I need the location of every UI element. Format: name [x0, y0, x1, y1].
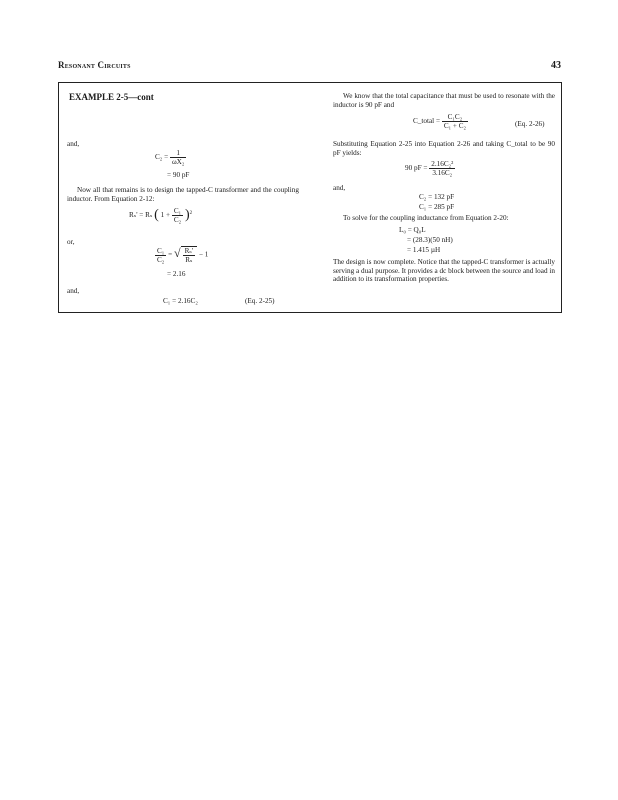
- l-equation-3: = 1.415 µH: [407, 246, 441, 254]
- pf-denominator: 3.16C₂: [432, 169, 453, 177]
- ratio-numerator: C₁: [157, 246, 165, 255]
- c1-equation-label: (Eq. 2-25): [245, 297, 275, 305]
- ratio-minus: − 1: [198, 250, 209, 259]
- c2-value: = 90 pF: [167, 171, 190, 179]
- sqrt-symbol: √: [173, 246, 181, 261]
- rs-numerator: C₁: [173, 207, 182, 215]
- rs-denominator: C₂: [173, 216, 182, 224]
- pf-lhs: 90 pF =: [405, 164, 428, 173]
- ratio-denominator: C₂: [157, 255, 165, 264]
- c2-fraction: [170, 149, 186, 166]
- ctotal-label: (Eq. 2-26): [515, 120, 545, 128]
- example-title: EXAMPLE 2-5—cont: [69, 92, 154, 102]
- left-and-2: and,: [67, 287, 80, 295]
- sqrt-fraction: [183, 247, 196, 264]
- rs-close-paren: ): [185, 207, 190, 223]
- right-column: [333, 83, 557, 312]
- ctotal-denominator: C₁ + C₂: [443, 122, 467, 130]
- rs-open-paren: (: [154, 207, 159, 223]
- ratio-equation: [155, 246, 208, 264]
- left-paragraph: Now all that remains is to design the tapped-C transformer and the coupling inductor. From Equation 2-12:: [67, 186, 299, 203]
- running-header-title: Resonant Circuits: [58, 60, 131, 70]
- right-paragraph-2: Substituting Equation 2-25 into Equation 2-26 and taking C_total to be 90 pF yields:: [333, 140, 555, 157]
- rs-fraction: [172, 207, 183, 224]
- c2-result: C₂ = 132 pF: [419, 193, 455, 201]
- page-number: 43: [551, 60, 561, 71]
- l-equation-1: L₀ = Q₀L: [399, 226, 426, 234]
- right-paragraph-3: To solve for the coupling inductance from Equation 2-20:: [343, 214, 509, 222]
- c1-result: C₁ = 285 pF: [419, 203, 455, 211]
- right-paragraph-4: The design is now complete. Notice that the tapped-C transformer is actually serving a dual purpose. It provides a dc block between the source and load in addition to its transformation properties.: [333, 258, 555, 284]
- l-equation-2: = (28.3)(50 nH): [407, 236, 453, 244]
- left-column: [67, 83, 307, 312]
- ratio-fraction: [155, 247, 166, 264]
- c2-lhs: C₂ =: [155, 153, 169, 162]
- left-and-1: and,: [67, 140, 80, 148]
- ctotal-lhs: C_total =: [413, 117, 441, 126]
- example-box: [58, 82, 562, 313]
- ratio-value: = 2.16: [167, 270, 186, 278]
- c1-equation: C₁ = 2.16C₂: [163, 297, 198, 305]
- left-or: or,: [67, 238, 75, 246]
- ctotal-equation: [413, 113, 468, 130]
- ratio-sqrt: [174, 246, 197, 264]
- c2-denominator: ωX₂: [171, 158, 185, 166]
- pf-equation: [405, 160, 455, 177]
- ctotal-numerator: C₁C₂: [442, 113, 468, 122]
- sqrt-numerator: Rₛ': [184, 247, 194, 255]
- ratio-equals: =: [168, 250, 173, 259]
- c2-numerator: 1: [170, 149, 186, 158]
- rs-one: 1 +: [160, 211, 171, 220]
- ctotal-fraction: [442, 113, 468, 130]
- rs-exponent: 2: [189, 210, 193, 216]
- sqrt-denominator: Rₛ: [185, 256, 193, 264]
- rs-lhs: Rₛ' = Rₛ: [129, 211, 153, 220]
- rs-equation: [129, 207, 192, 224]
- pf-numerator: 2.16C₂²: [431, 160, 454, 168]
- right-and: and,: [333, 184, 346, 192]
- c2-equation: [155, 149, 186, 166]
- pf-fraction: [429, 160, 455, 177]
- right-paragraph-1: We know that the total capacitance that must be used to resonate with the inductor is 90 pF and: [333, 92, 555, 109]
